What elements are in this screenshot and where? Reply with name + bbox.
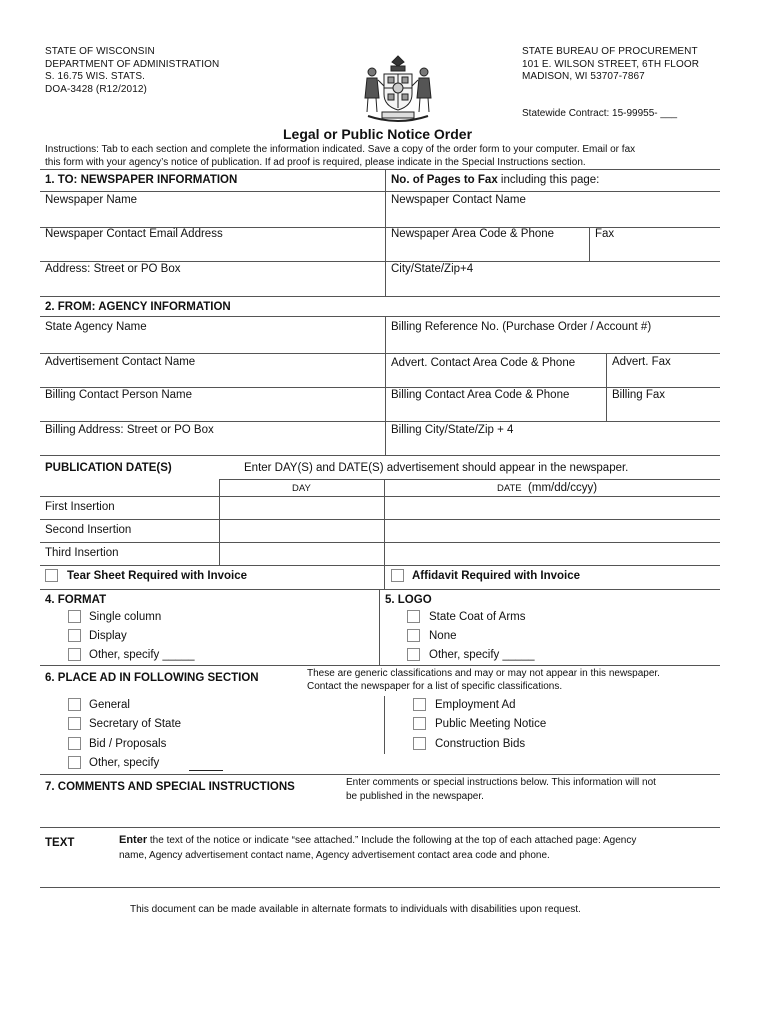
footer-note: This document can be made available in alternate formats to individuals with disabilities upon request. — [130, 904, 581, 915]
divider — [40, 421, 720, 422]
date-format: (mm/dd/ccyy) — [528, 482, 598, 494]
instructions-line: this form with your agency’s notice of publication. If ad proof is required, please indicate in the Special Instructions section. — [45, 157, 586, 168]
billing-address-field[interactable]: Billing Address: Street or PO Box — [45, 424, 214, 436]
newspaper-email-field[interactable]: Newspaper Contact Email Address — [45, 228, 223, 240]
section-bids-checkbox[interactable] — [68, 737, 81, 750]
header-left-line: DOA-3428 (R12/2012) — [45, 83, 147, 95]
logo-option: Other, specify _____ — [429, 649, 535, 661]
logo-none-checkbox[interactable] — [407, 629, 420, 642]
second-insertion-label: Second Insertion — [45, 524, 132, 536]
section2-title: 2. FROM: AGENCY INFORMATION — [45, 301, 231, 313]
divider — [40, 353, 720, 354]
adv-contact-field[interactable]: Advertisement Contact Name — [45, 356, 196, 368]
section-option: Employment Ad — [435, 699, 516, 711]
instructions — [45, 143, 635, 169]
billing-person-field[interactable]: Billing Contact Person Name — [45, 389, 193, 401]
divider — [589, 227, 590, 261]
header-right-line: STATE BUREAU OF PROCUREMENT — [522, 46, 698, 57]
section-option: Bid / Proposals — [89, 738, 167, 750]
newspaper-name-field[interactable]: Newspaper Name — [45, 194, 138, 206]
section-option: Other, specify — [89, 757, 160, 769]
divider — [40, 296, 720, 297]
text-instructions — [119, 833, 636, 863]
section6-title: 6. PLACE AD IN FOLLOWING SECTION — [45, 672, 259, 684]
date-header — [497, 482, 597, 494]
divider — [219, 479, 220, 565]
newspaper-fax-field[interactable]: Fax — [595, 228, 615, 240]
section-general-checkbox[interactable] — [68, 698, 81, 711]
divider — [384, 479, 385, 565]
form-title: Legal or Public Notice Order — [283, 126, 473, 142]
divider — [40, 169, 720, 170]
format-option: Display — [89, 630, 127, 642]
format-option: Single column — [89, 611, 162, 623]
divider — [40, 589, 720, 590]
newspaper-contact-name-field[interactable]: Newspaper Contact Name — [391, 194, 526, 206]
section-option: Construction Bids — [435, 738, 526, 750]
newspaper-phone-field[interactable]: Newspaper Area Code & Phone — [391, 228, 555, 240]
section-employment-checkbox[interactable] — [413, 698, 426, 711]
first-insertion-label: First Insertion — [45, 501, 115, 513]
statewide-contract: Statewide Contract: 15-99955- ___ — [522, 108, 678, 119]
format-other-checkbox[interactable] — [68, 648, 81, 661]
logo-option: State Coat of Arms — [429, 611, 526, 623]
text-line1: the text of the notice or indicate “see attached.” Include the following at the top of each attached page: Agency — [147, 835, 637, 846]
section-construction-checkbox[interactable] — [413, 737, 426, 750]
divider — [606, 353, 607, 421]
header-left-line: STATE OF WISCONSIN — [45, 46, 155, 57]
format-title: 4. FORMAT — [45, 594, 107, 606]
publication-title: PUBLICATION DATE(S) — [45, 462, 172, 474]
text-instructions-line — [119, 833, 636, 848]
billing-reference-field[interactable]: Billing Reference No. (Purchase Order / Account #) — [391, 321, 652, 333]
divider — [40, 316, 720, 317]
divider — [385, 169, 386, 296]
format-option: Other, specify _____ — [89, 649, 195, 661]
divider — [40, 387, 720, 388]
divider — [40, 774, 720, 775]
section-public-meeting-checkbox[interactable] — [413, 717, 426, 730]
newspaper-city-field[interactable]: City/State/Zip+4 — [391, 263, 474, 275]
billing-fax-field[interactable]: Billing Fax — [612, 389, 666, 401]
section6-note — [307, 667, 660, 693]
logo-option: None — [429, 630, 457, 642]
header-left — [45, 46, 219, 96]
header-right-line: 101 E. WILSON STREET, 6TH FLOOR — [522, 58, 700, 70]
section1-title: 1. TO: NEWSPAPER INFORMATION — [45, 174, 238, 186]
section-option: Public Meeting Notice — [435, 718, 547, 730]
divider — [40, 261, 720, 262]
newspaper-address-field[interactable]: Address: Street or PO Box — [45, 263, 181, 275]
section7-title: 7. COMMENTS AND SPECIAL INSTRUCTIONS — [45, 781, 295, 793]
text-area-bottom[interactable] — [40, 887, 720, 888]
text-title: TEXT — [45, 837, 75, 849]
section-other-underline[interactable] — [189, 770, 223, 771]
section7-note-line: Enter comments or special instructions below. This information will not — [346, 777, 656, 788]
affidavit-checkbox[interactable] — [391, 569, 404, 582]
third-insertion-label: Third Insertion — [45, 547, 119, 559]
billing-city-field[interactable]: Billing City/State/Zip + 4 — [391, 424, 514, 436]
adv-phone-field[interactable]: Advert. Contact Area Code & Phone — [391, 357, 576, 369]
tear-sheet-label: Tear Sheet Required with Invoice — [67, 570, 247, 582]
text-lead: Enter — [119, 834, 148, 846]
divider — [40, 496, 720, 497]
pages-to-fax — [391, 174, 599, 186]
divider — [40, 665, 720, 666]
instructions-line: Instructions: Tab to each section and complete the information indicated. Save a copy of the order form to your computer. Email or fax — [45, 144, 636, 155]
section6-note-line: These are generic classifications and may or may not appear in this newspaper. — [307, 668, 660, 679]
header-left-line: DEPARTMENT OF ADMINISTRATION — [45, 58, 220, 70]
text-line2: name, Agency advertisement contact name, Agency advertisement contact area code and phone. — [119, 850, 550, 861]
divider — [40, 565, 720, 566]
tear-sheet-checkbox[interactable] — [45, 569, 58, 582]
section7-note — [346, 776, 656, 804]
divider — [219, 479, 720, 480]
divider — [40, 191, 720, 192]
publication-instruction: Enter DAY(S) and DATE(S) advertisement should appear in the newspaper. — [244, 462, 629, 474]
day-header: DAY — [292, 483, 311, 494]
format-single-column-checkbox[interactable] — [68, 610, 81, 623]
logo-coat-of-arms-checkbox[interactable] — [407, 610, 420, 623]
affidavit-label: Affidavit Required with Invoice — [412, 570, 581, 582]
section-option: Secretary of State — [89, 718, 182, 730]
divider — [379, 589, 380, 665]
section-option: General — [89, 699, 130, 711]
divider — [40, 455, 720, 456]
divider — [384, 696, 385, 754]
agency-name-field[interactable]: State Agency Name — [45, 321, 147, 333]
section-other-checkbox[interactable] — [68, 756, 81, 769]
divider — [385, 316, 386, 455]
section7-note-line: be published in the newspaper. — [346, 791, 484, 802]
logo-other-checkbox[interactable] — [407, 648, 420, 661]
adv-fax-field[interactable]: Advert. Fax — [612, 356, 671, 368]
section6-note-line: Contact the newspaper for a list of specific classifications. — [307, 681, 563, 692]
pages-to-fax-rest: including this page: — [497, 174, 600, 186]
format-display-checkbox[interactable] — [68, 629, 81, 642]
section-secretary-checkbox[interactable] — [68, 717, 81, 730]
comments-area-bottom[interactable] — [40, 827, 720, 828]
header-right-line: MADISON, WI 53707-7867 — [522, 71, 645, 82]
divider — [384, 565, 385, 589]
header-right — [522, 46, 699, 84]
state-seal-icon — [358, 50, 438, 124]
divider — [40, 519, 720, 520]
billing-phone-field[interactable]: Billing Contact Area Code & Phone — [391, 389, 570, 401]
pages-to-fax-bold: No. of Pages to Fax — [391, 174, 498, 186]
header-left-line: S. 16.75 WIS. STATS. — [45, 71, 145, 82]
date-header-label: DATE — [497, 483, 522, 494]
logo-title: 5. LOGO — [385, 594, 432, 606]
divider — [40, 542, 720, 543]
